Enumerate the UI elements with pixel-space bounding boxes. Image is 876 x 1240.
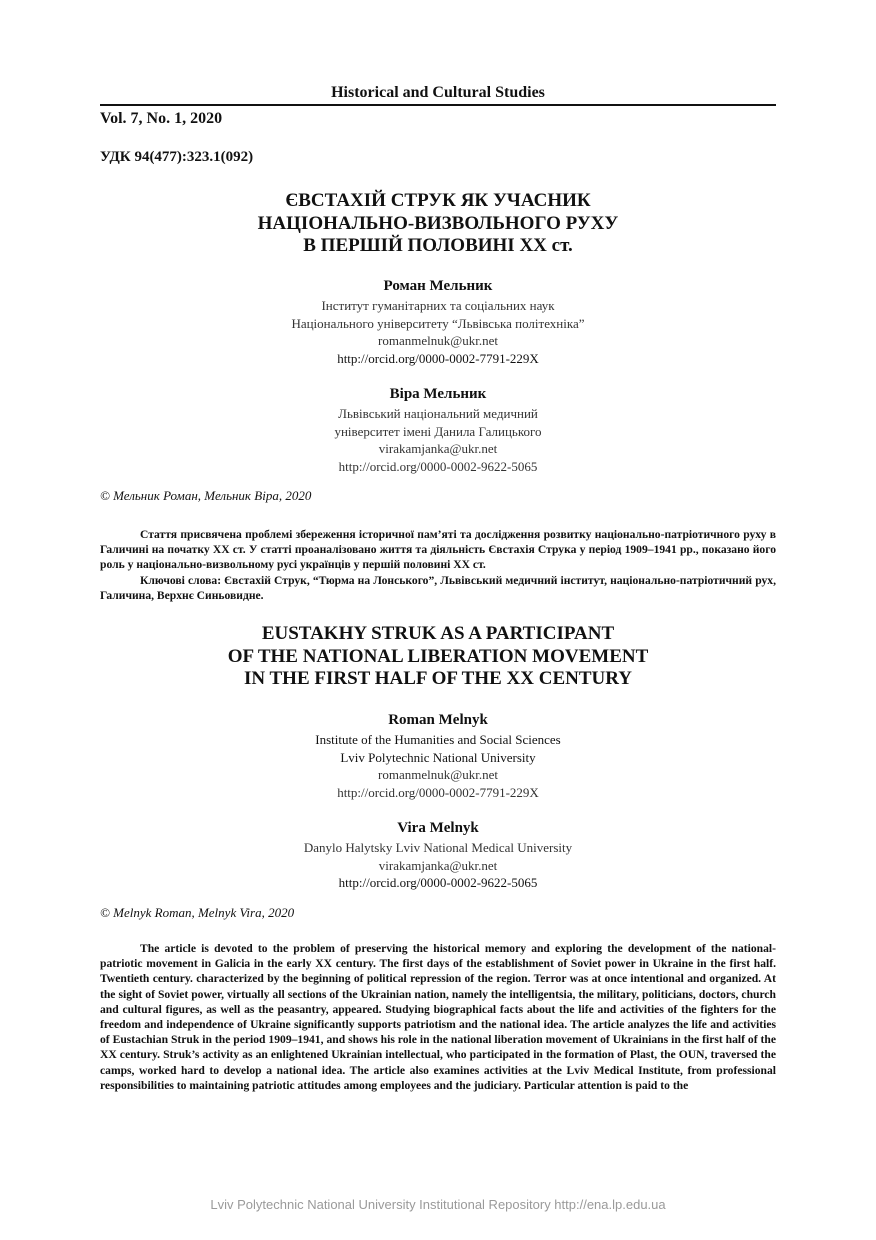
author-email[interactable]: virakamjanka@ukr.net xyxy=(378,857,498,873)
author-name: Vira Melnyk xyxy=(397,820,479,836)
author-email[interactable]: romanmelnuk@ukr.net xyxy=(378,333,498,348)
author-name: Роман Мельник xyxy=(383,278,493,294)
author-affiliation: Lviv Polytechnic National University xyxy=(340,749,536,765)
author-block-ua-2 xyxy=(100,384,776,475)
abstract-ua xyxy=(100,527,776,603)
author-affiliation: університет імені Данила Галицького xyxy=(334,423,542,439)
author-orcid[interactable]: http://orcid.org/0000-0002-9622-5065 xyxy=(338,458,538,474)
article-title-en xyxy=(100,623,776,691)
author-orcid[interactable]: http://orcid.org/0000-0002-9622-5065 xyxy=(338,875,538,890)
title-line: НАЦІОНАЛЬНО-ВИЗВОЛЬНОГО РУХУ xyxy=(257,212,619,234)
author-affiliation: Національного університету “Львівська політехніка” xyxy=(291,315,585,331)
journal-running-head: Historical and Cultural Studies xyxy=(331,84,545,101)
title-line: В ПЕРШІЙ ПОЛОВИНІ XX ст. xyxy=(303,235,573,256)
author-block-en-2 xyxy=(100,818,776,892)
keywords-text: Ключові слова: Євстахій Струк, “Тюрма на Лонського”, Львівський медичний інститут, національно-патріотичний рух, Галичина, Верхнє Синьовидне. xyxy=(100,573,776,602)
author-orcid[interactable]: http://orcid.org/0000-0002-7791-229X xyxy=(337,350,539,366)
author-email[interactable]: virakamjanka@ukr.net xyxy=(378,441,498,456)
title-line: ЄВСТАХІЙ СТРУК ЯК УЧАСНИК xyxy=(285,190,591,211)
udk-code: УДК 94(477):323.1(092) xyxy=(100,149,254,165)
abstract-en xyxy=(100,941,776,1093)
repository-footer[interactable]: Lviv Polytechnic National University Institutional Repository http://ena.lp.edu.ua xyxy=(210,1197,666,1212)
author-email[interactable]: romanmelnuk@ukr.net xyxy=(378,767,498,782)
author-affiliation: Institute of the Humanities and Social Sciences xyxy=(315,732,561,747)
author-block-en-1 xyxy=(100,710,776,801)
author-affiliation: Danylo Halytsky Lviv National Medical University xyxy=(303,840,573,855)
abstract-text: The article is devoted to the problem of preserving the historical memory and exploring the development of the national-patriotic movement in Galicia in the early XX century. The first days of the establishment of Soviet power in Ukraine in the first half. Twentieth century. characterized by the beginning of political repression of the region. Terror was at once intentional and organized. At the sight of Soviet power, virtually all sections of the Ukrainian nation, namely the intelligentsia, the military, politicians, doctors, church and cultural figures, as well as the peasantry, appeared. Studying biographical facts about the life and activities of the fighters for the freedom and independence of Ukraine significantly supports patriotism and the national idea. The article analyzes the life and activities of Eustachian Struk in the period 1909–1941, and shows his role in the national liberation movement of Ukrainians in the first half of the XX century. Struk’s activity as an enlightened Ukrainian intellectual, who participated in the formation of Plast, the OUN, traversed the camps, worked hard to develop a national idea. The article also examines activities at the Lviv Medical Institute, from professional responsibilities to maintaining patriotic attitudes among employees and the judiciary. Particular attention is paid to the xyxy=(100,942,776,1092)
volume-info: Vol. 7, No. 1, 2020 xyxy=(100,110,223,127)
author-affiliation: Інститут гуманітарних та соціальних наук xyxy=(321,298,555,313)
author-affiliation: Львівський національний медичний xyxy=(338,406,538,421)
title-line: EUSTAKHY STRUK AS A PARTICIPANT xyxy=(261,623,615,644)
author-block-ua-1 xyxy=(100,276,776,367)
article-title-ua xyxy=(100,190,776,258)
copyright-ua: © Мельник Роман, Мельник Віра, 2020 xyxy=(100,488,312,503)
header-rule xyxy=(100,104,776,106)
title-line: IN THE FIRST HALF OF THE XX CENTURY xyxy=(243,668,633,689)
title-line: OF THE NATIONAL LIBERATION MOVEMENT xyxy=(227,645,649,667)
author-name: Віра Мельник xyxy=(389,386,487,402)
author-orcid[interactable]: http://orcid.org/0000-0002-7791-229X xyxy=(337,784,539,800)
copyright-en: © Melnyk Roman, Melnyk Vira, 2020 xyxy=(100,905,295,920)
author-name: Roman Melnyk xyxy=(388,712,488,728)
abstract-text: Стаття присвячена проблемі збереження історичної пам’яті та дослідження розвитку національно-патріотичного руху в Галичині на початку XX ст. У статті проаналізовано життя та діяльність Євстахія Струка у період 1909–1941 рр., показано його роль у національно-визвольному русі українців у першій половині XX ст. xyxy=(100,528,776,572)
